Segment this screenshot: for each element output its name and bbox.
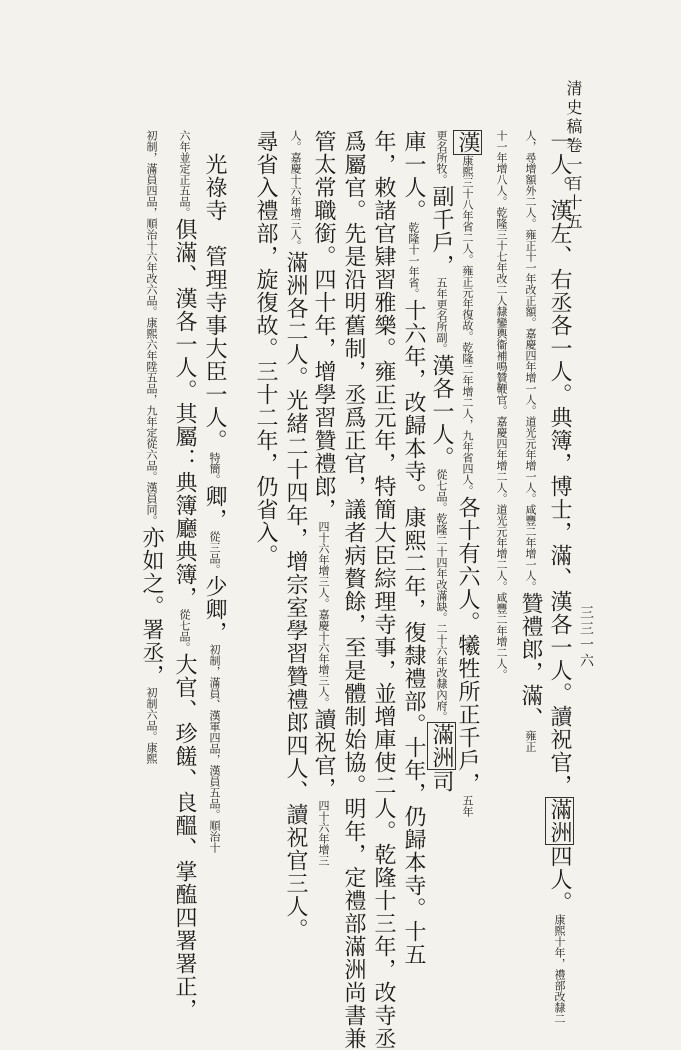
annotation-text: 康熙十年，禮部改隸二 (553, 914, 566, 1024)
annotation-text: 從七品。乾隆二十四年改滿缺。二十六年改隸內府。 (435, 469, 448, 722)
main-text: 滿洲各二人。光緒二十四年，增宗室學習贊禮郎四人、讀祝官三人。 (283, 251, 308, 941)
annotation-text: 乾隆十一年省。 (407, 222, 420, 299)
main-text: 滿洲 (429, 723, 454, 769)
main-text: 少卿， (202, 575, 227, 644)
annotation-text: 更名所牧。 (435, 130, 448, 185)
main-text: 十六年，改歸本寺。康熙二年，復隸禮部。十年，仍歸本寺。十五 (401, 299, 426, 966)
main-text: 一人。漢左、右丞各一人。典簿，博士，滿、漢各一人。讀祝官， (547, 130, 572, 797)
text-column (547, 130, 572, 1024)
text-column (341, 130, 366, 1050)
text-column (490, 130, 512, 875)
main-text: 讀祝官， (311, 708, 336, 800)
page-number: 三三一六 (578, 605, 594, 669)
annotation-text: 康熙三十八年省二人。雍正元年復故。乾隆二年增二人，九年省四人。 (461, 155, 474, 496)
text-column (283, 130, 308, 941)
text-column (371, 130, 396, 1050)
main-text: 司 (429, 770, 454, 793)
main-text: 各十有六人。犧牲所正千戶， (455, 496, 480, 795)
annotation-text: 初制，滿員四品，順治十六年改六品。康熙六年陞五品，九年定從六品。漢員同。 (145, 130, 158, 526)
main-text: 俱滿、漢各一人。其屬：典簿廳典簿， (172, 218, 197, 609)
annotation-text: 五年更名所副。 (435, 277, 448, 354)
main-text: 尋省入禮部，旋復故。三十二年，仍省入。 (253, 130, 278, 567)
annotation-text: 初制，滿員、漢軍四品，漢員五品。順治十 (208, 644, 221, 853)
text-column (401, 130, 426, 966)
annotation-text: 十一年增八人。乾隆三十七年改二人隸鑾輿衞補鳴贊鞭官。嘉慶四年增二人。道光元年增二人。咸豐二年增二人。 (495, 130, 508, 680)
main-text: 爲屬官。先是沿明舊制，丞爲正官，議者病贅餘，至是體制始協。明年，定禮部滿洲尚書兼 (341, 130, 366, 1050)
annotation-text: 從三品。 (208, 531, 221, 575)
annotation-text: 四十六年增三人。嘉慶十六年增三人。 (317, 521, 330, 708)
main-text: 滿洲 (547, 798, 572, 844)
annotation-text: 五年 (461, 795, 474, 817)
text-column (312, 130, 334, 875)
main-text: 四人。 (547, 845, 572, 914)
annotation-text: 六年並定正五品。 (178, 130, 191, 218)
main-text: 漢各一人。 (429, 354, 454, 469)
main-text: 大官、珍饈、良醞、掌醢四署署正， (172, 653, 197, 1021)
main-text: 副千戶， (429, 185, 454, 277)
text-column (519, 130, 541, 875)
text-column (456, 130, 478, 875)
main-text: 管太常職銜。四十年，增學習贊禮郎， (311, 130, 336, 521)
main-text: 漢 (455, 131, 480, 154)
main-text: 贊禮郎，滿、 (518, 592, 543, 730)
running-header: 清史稿卷一百十五 (564, 80, 583, 232)
text-column (254, 130, 276, 875)
main-text: 庫一人。 (401, 130, 426, 222)
annotation-text: 特簡。 (208, 452, 221, 485)
text-column (430, 130, 452, 875)
main-text: 亦如之。署丞， (139, 526, 164, 687)
main-text: 年，敕諸官肄習雅樂。雍正元年，特簡大臣綜理寺事，並增庫使二人。乾隆十三年，改寺丞 (371, 130, 396, 1050)
text-column (172, 130, 197, 1021)
annotation-text: 從七品。 (178, 609, 191, 653)
annotation-text: 人，尋增額外二人。雍正十一年改正額。嘉慶四年增一人。道光元年增一人。咸豐二年增一人。 (524, 130, 537, 592)
main-text: 光祿寺 管理寺事大臣一人。 (202, 130, 227, 452)
main-text: 卿， (202, 485, 227, 531)
text-column (140, 130, 162, 875)
annotation-text: 四十六年增三 (317, 800, 330, 866)
annotation-text: 人。嘉慶十六年增三人。 (289, 130, 302, 251)
annotation-text: 初制六品。康熙 (145, 687, 158, 764)
text-column (203, 130, 225, 875)
annotation-text: 雍正 (524, 730, 537, 752)
